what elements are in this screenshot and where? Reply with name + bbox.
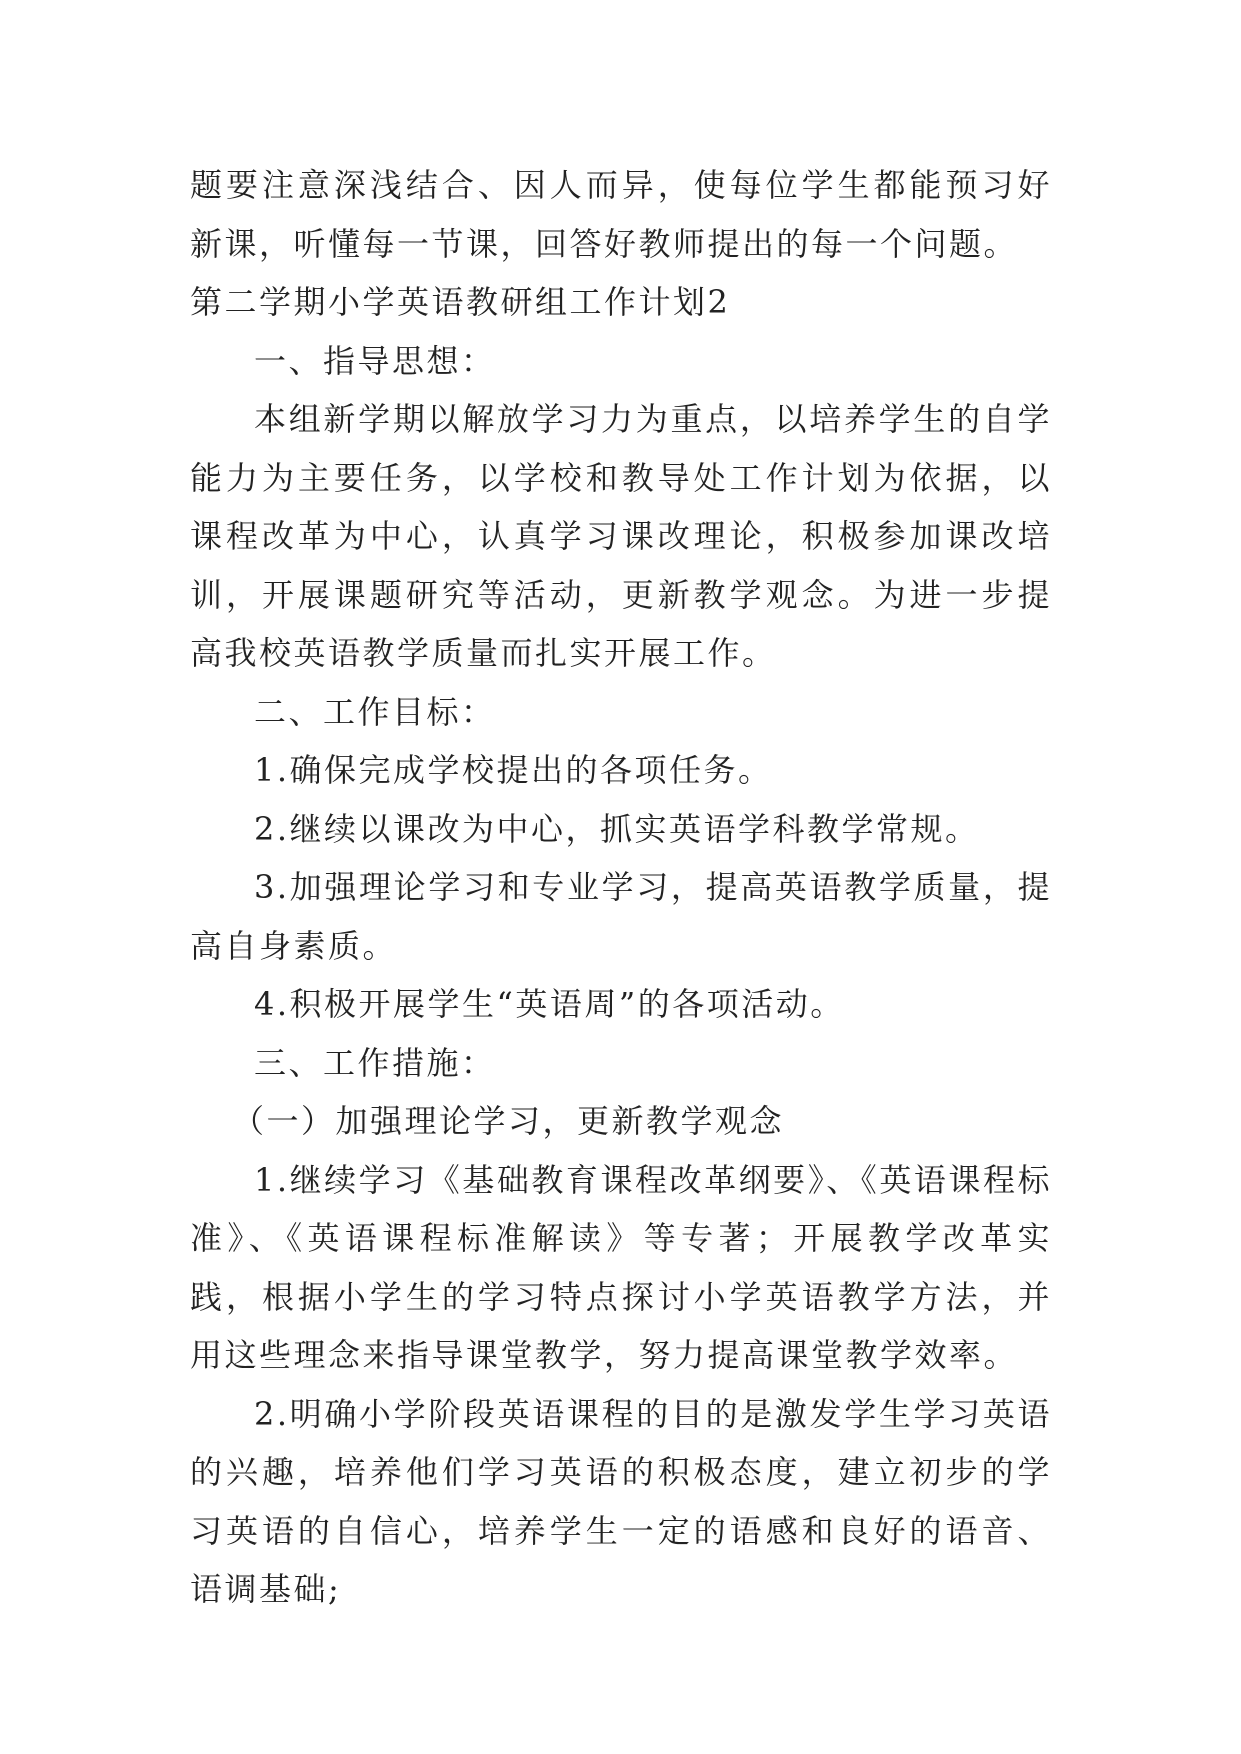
subheading-theory-study: （一）加强理论学习，更新教学观念 [232, 1102, 785, 1140]
paragraph-continuation: 题要注意深浅结合、因人而异，使每位学生都能预习好新课，听懂每一节课，回答好教师提出的每一个问题。 [190, 166, 1052, 263]
document-body [190, 156, 1052, 1619]
heading-guiding-thought: 一、指导思想： [254, 341, 496, 380]
goal-item-1: 1.确保完成学校提出的各项任务。 [254, 751, 773, 789]
heading-work-measures: 三、工作措施： [254, 1043, 496, 1082]
heading-work-goals: 二、工作目标： [254, 692, 496, 731]
paragraph-guiding-thought: 本组新学期以解放学习力为重点，以培养学生的自学能力为主要任务，以学校和教导处工作计划为依据，以课程改革为中心，认真学习课改理论，积极参加课改培训，开展课题研究等活动，更新教学观念。为进一步提高我校英语教学质量而扎实开展工作。 [190, 400, 1052, 672]
section-title: 第二学期小学英语教研组工作计划2 [190, 283, 731, 321]
measure-item-1: 1.继续学习《基础教育课程改革纲要》、《英语课程标准》、《英语课程标准解读》等专著；开展教学改革实践，根据小学生的学习特点探讨小学英语教学方法，并用这些理念来指导课堂教学，努力提高课堂教学效率。 [190, 1160, 1052, 1374]
measure-item-2: 2.明确小学阶段英语课程的目的是激发学生学习英语的兴趣，培养他们学习英语的积极态度，建立初步的学习英语的自信心，培养学生一定的语感和良好的语音、语调基础; [190, 1394, 1052, 1608]
goal-item-4: 4.积极开展学生“英语周”的各项活动。 [254, 985, 845, 1023]
goal-item-3: 3.加强理论学习和专业学习，提高英语教学质量，提高自身素质。 [190, 868, 1052, 965]
goal-item-2: 2.继续以课改为中心，抓实英语学科教学常规。 [254, 809, 980, 848]
